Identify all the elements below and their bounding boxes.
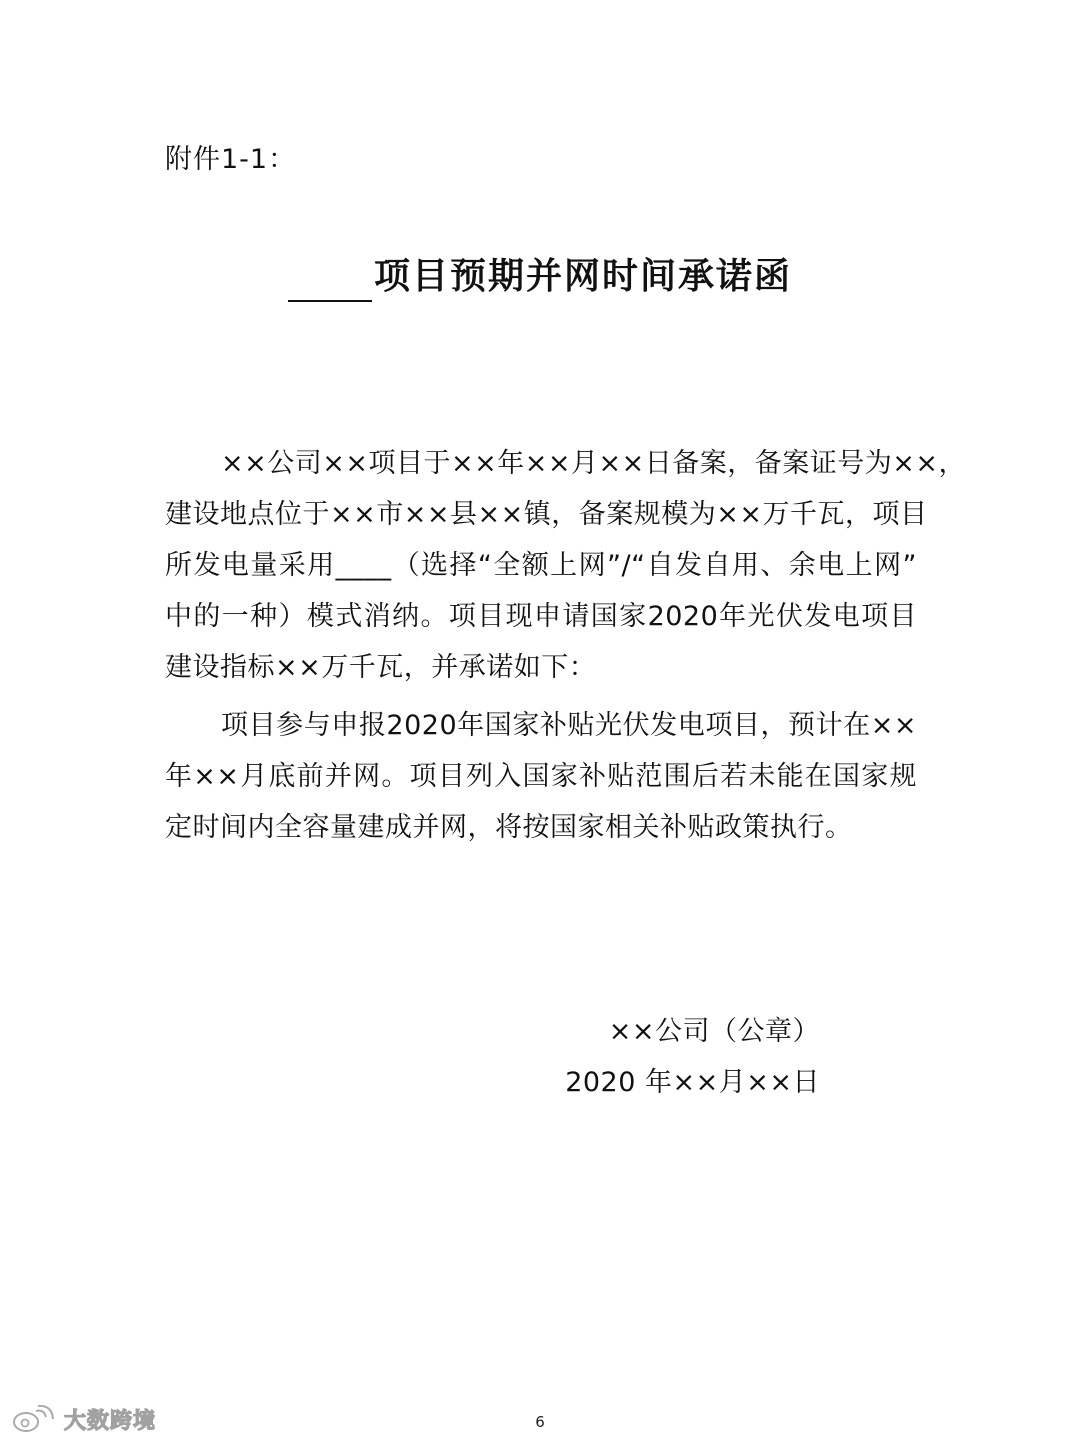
page-number: 6 xyxy=(535,1413,545,1431)
watermark-text: 大数跨境 xyxy=(64,1408,157,1434)
paragraph-line: 中的一种）模式消纳。项目现申请国家2020年光伏发电项目 xyxy=(165,601,917,632)
document-title xyxy=(0,252,1080,302)
attachment-label: 附件1-1： xyxy=(165,144,297,175)
paragraph-2 xyxy=(165,700,917,853)
signature-company: ××公司（公章） xyxy=(608,1016,820,1047)
paragraph-line: 项目参与申报2020年国家补贴光伏发电项目，预计在×× xyxy=(221,710,917,741)
signature-date: 2020 年××月××日 xyxy=(565,1067,820,1098)
paragraph-line: 年××月底前并网。项目列入国家补贴范围后若未能在国家规 xyxy=(165,761,917,792)
paragraph-line: 所发电量采用____（选择“全额上网”/“自发自用、余电上网” xyxy=(165,550,917,581)
paragraph-line: 建设指标××万千瓦，并承诺如下： xyxy=(165,652,597,683)
paragraph-line: 定时间内全容量建成并网，将按国家相关补贴政策执行。 xyxy=(165,812,853,843)
paragraph-line: 建设地点位于××市××县××镇，备案规模为××万千瓦，项目 xyxy=(165,499,928,530)
signature-block xyxy=(560,1006,820,1108)
paragraph-1 xyxy=(165,438,966,693)
title-text: 项目预期并网时间承诺函 xyxy=(373,256,792,297)
watermark xyxy=(12,1402,156,1436)
paragraph-line: ××公司××项目于××年××月××日备案，备案证号为××， xyxy=(221,448,966,479)
title-blank-line xyxy=(288,254,372,302)
weibo-logo-icon xyxy=(12,1405,58,1433)
